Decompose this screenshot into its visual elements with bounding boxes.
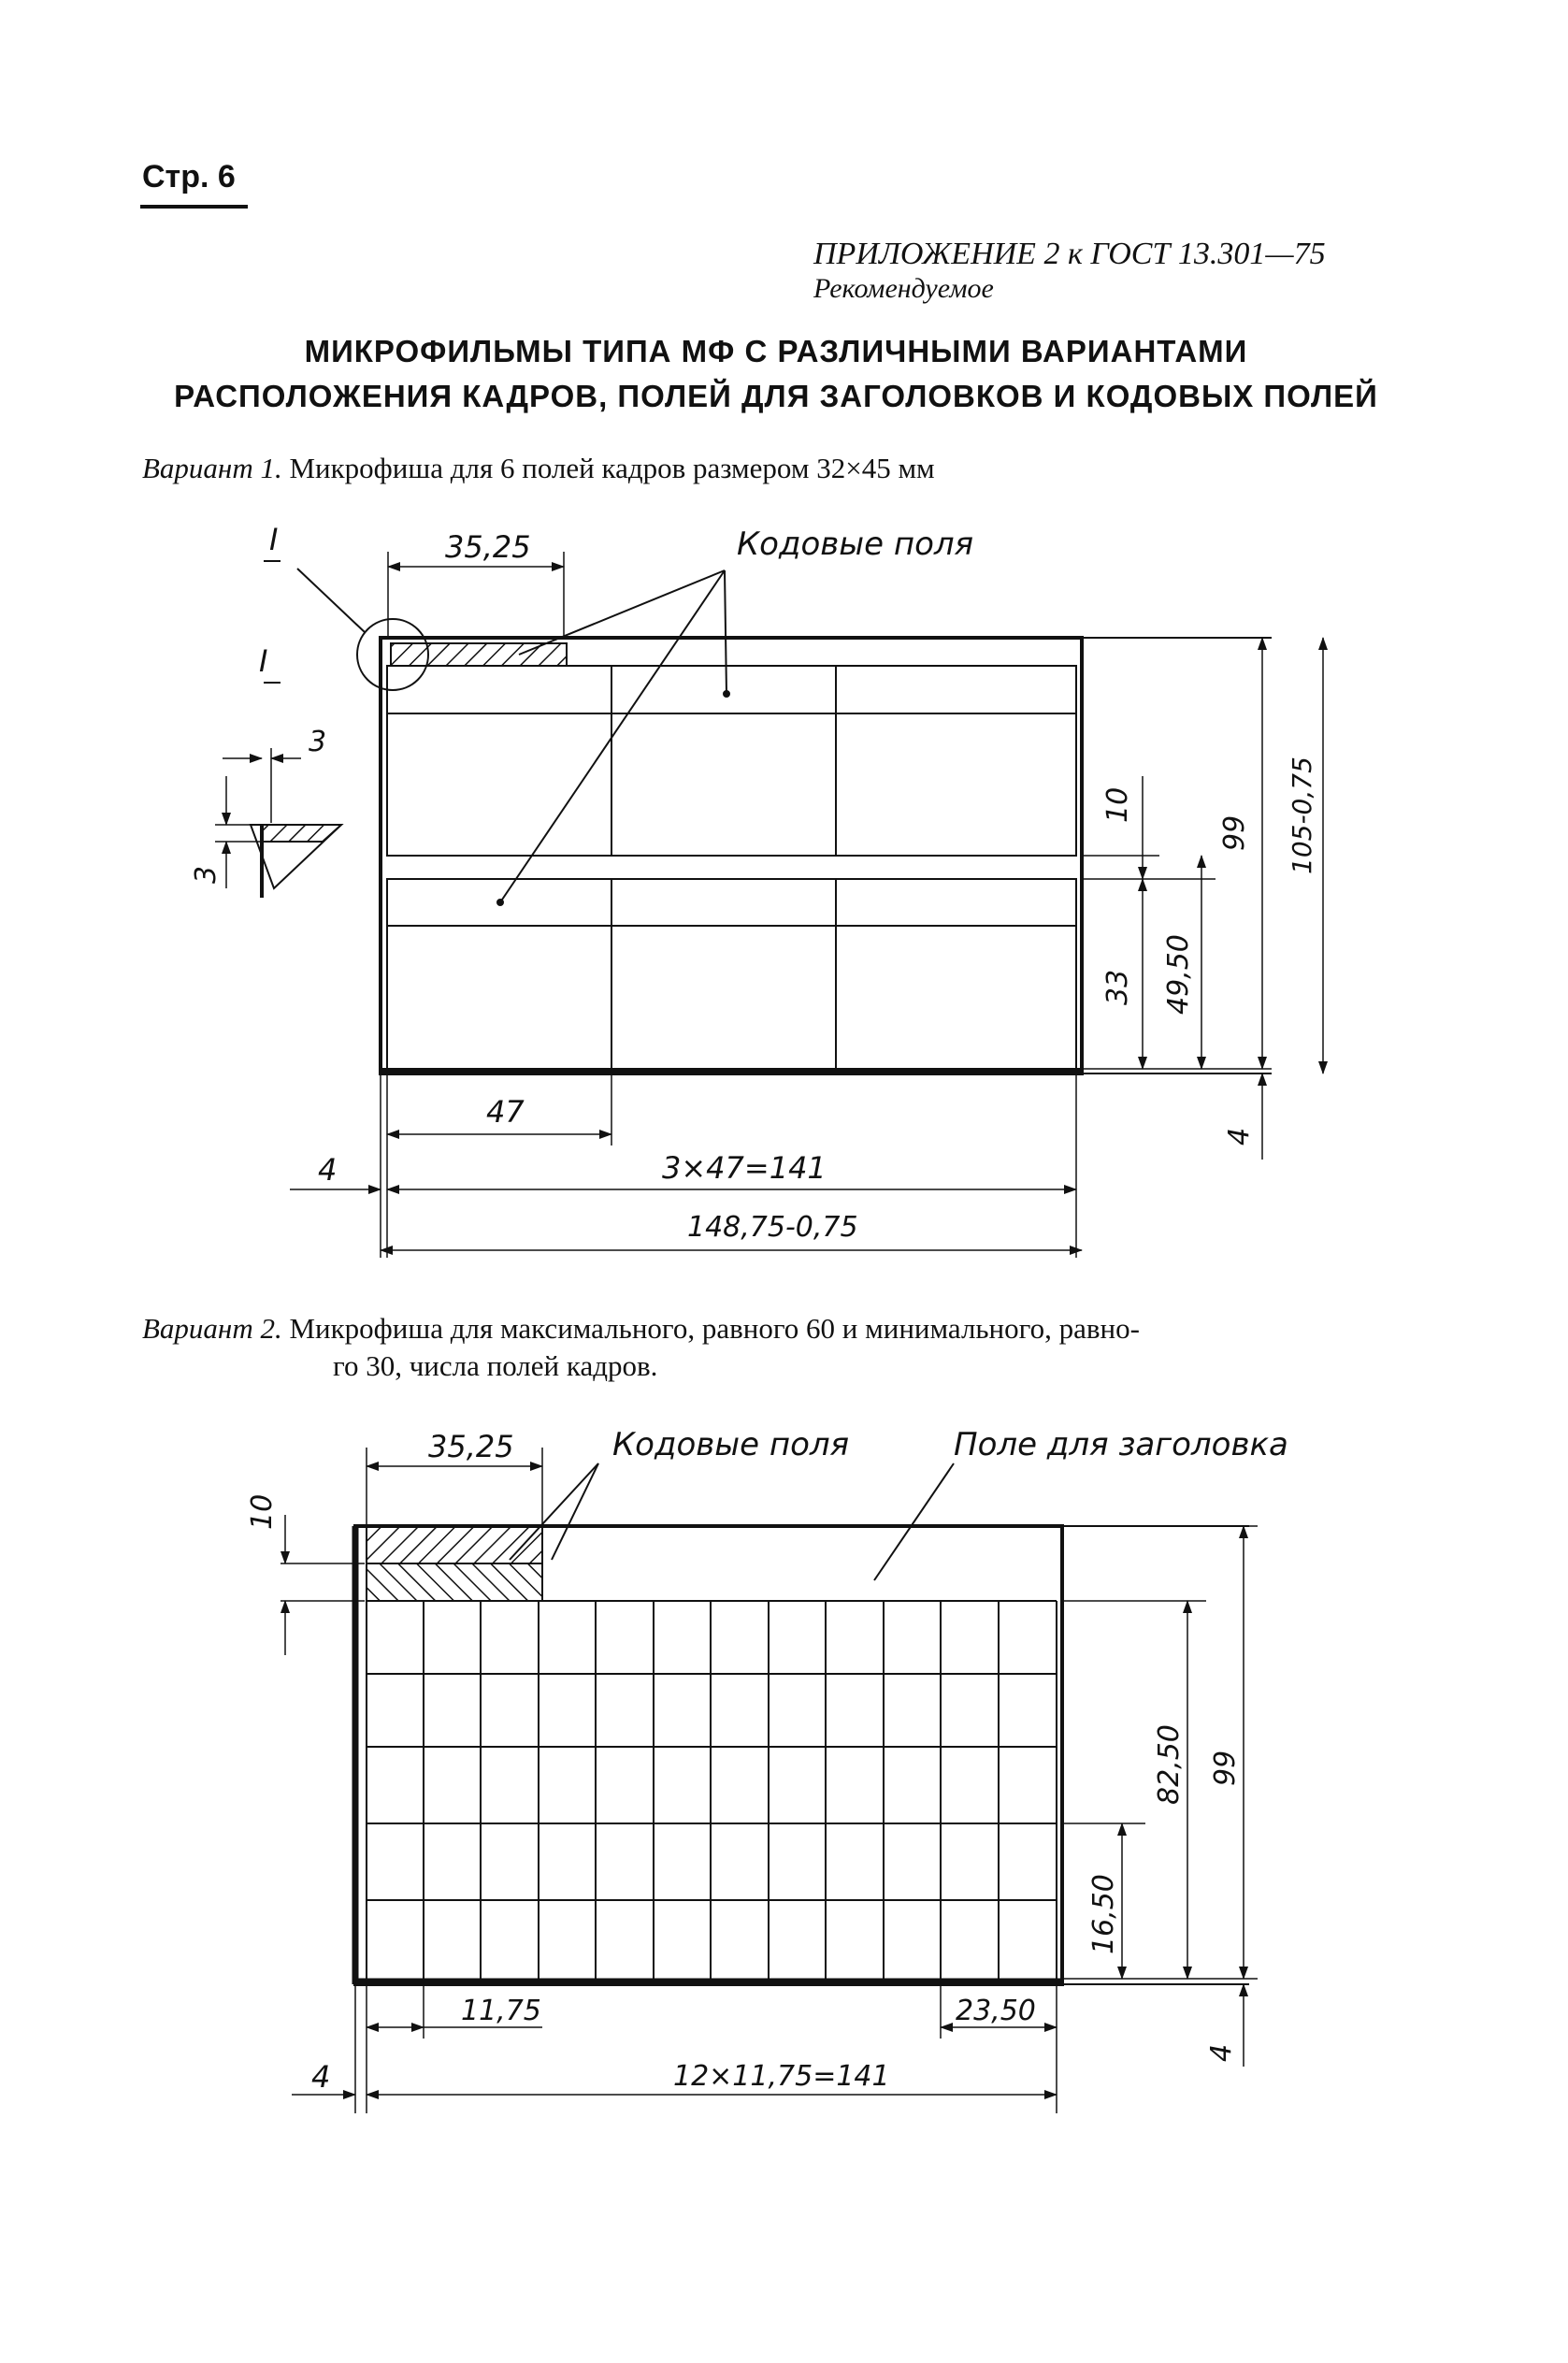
v2-dim-23: 23,50 <box>956 1995 1036 2027</box>
v1-dim-10: 10 <box>1101 786 1134 823</box>
variant-1-text: Микрофиша для 6 полей кадров размером 32×45 мм <box>289 452 935 484</box>
v1-dim-4-right: 4 <box>1223 1127 1256 1145</box>
v1-dim-105: 105-0,75 <box>1287 756 1317 874</box>
v2-title-field-label: Поле для заголовка <box>954 1426 1288 1463</box>
v1-dim-148: 148,75-0,75 <box>687 1211 858 1244</box>
page-number: Стр. 6 <box>142 159 236 195</box>
v2-dim-35: 35,25 <box>428 1429 514 1464</box>
appendix-note: Рекомендуемое <box>813 273 994 304</box>
variant-2-frame-grid <box>367 1601 1057 1979</box>
variant-1-label: Вариант 1. <box>142 452 282 484</box>
heading-line-2: РАСПОЛОЖЕНИЯ КАДРОВ, ПОЛЕЙ ДЛЯ ЗАГОЛОВКОВ И КОДОВЫХ ПОЛЕЙ <box>174 379 1378 413</box>
v1-dim-4-left: 4 <box>318 1152 338 1188</box>
v2-code-fields-label: Кодовые поля <box>612 1426 850 1463</box>
v2-dim-11: 11,75 <box>461 1995 541 2027</box>
v1-dim-33: 33 <box>1101 969 1134 1005</box>
variant-2-label: Вариант 2. <box>142 1312 282 1345</box>
v2-dim-4-right: 4 <box>1205 2043 1238 2062</box>
variant-2-code-field-1 <box>367 1526 542 1563</box>
variant-2-text-line-2: го 30, числа полей кадров. <box>333 1349 658 1382</box>
v1-dim-47: 47 <box>486 1094 525 1130</box>
v1-code-fields-label: Кодовые поля <box>737 526 974 563</box>
variant-2-text-line-1: Микрофиша для максимального, равного 60 и минимального, равно- <box>289 1312 1140 1345</box>
v1-dim-35: 35,25 <box>445 529 531 565</box>
v2-dim-141: 12×11,75=141 <box>673 2060 890 2093</box>
v2-dim-16: 16,50 <box>1087 1874 1120 1954</box>
v2-dim-82: 82,50 <box>1153 1724 1186 1805</box>
v1-dim-49: 49,50 <box>1162 934 1195 1015</box>
appendix-title: ПРИЛОЖЕНИЕ 2 к ГОСТ 13.301—75 <box>813 237 1326 271</box>
v1-dim-detail-h: 3 <box>309 726 327 758</box>
detail-mark: I <box>259 643 268 679</box>
v1-dim-detail-v: 3 <box>190 865 223 884</box>
heading-line-1: МИКРОФИЛЬМЫ ТИПА МФ С РАЗЛИЧНЫМИ ВАРИАНТАМИ <box>304 334 1248 368</box>
variant-2-code-field-2 <box>367 1563 542 1601</box>
detail-mark-top: I <box>269 522 279 557</box>
v1-dim-141: 3×47=141 <box>662 1150 827 1186</box>
v1-dim-99: 99 <box>1218 814 1251 851</box>
v2-dim-99: 99 <box>1209 1750 1242 1786</box>
v2-dim-4-left: 4 <box>311 2059 331 2095</box>
v2-dim-10: 10 <box>246 1493 279 1530</box>
